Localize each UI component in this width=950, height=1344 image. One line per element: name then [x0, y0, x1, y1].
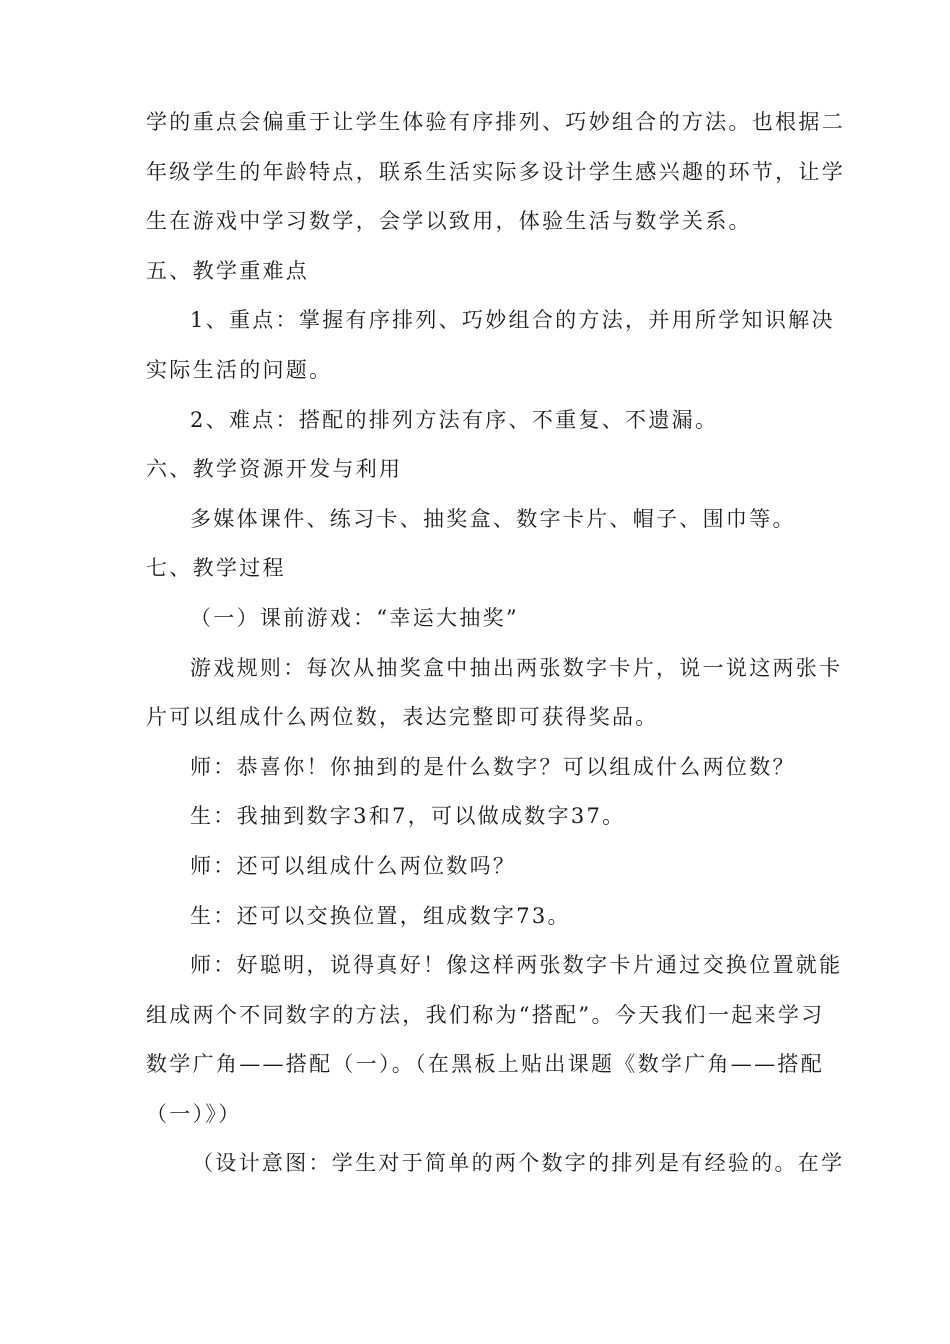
dialogue-line: 生：还可以交换位置，组成数字73。: [190, 903, 571, 928]
section-heading-6: 六、教学资源开发与利用: [146, 457, 403, 482]
paragraph-line: 组成两个不同数字的方法，我们称为“搭配”。今天我们一起来学习: [146, 1002, 825, 1027]
paragraph-line: 游戏规则：每次从抽奖盒中抽出两张数字卡片，说一说这两张卡: [190, 655, 843, 680]
dialogue-line: 生：我抽到数字3和7，可以做成数字37。: [190, 804, 626, 829]
dialogue-line: 师：还可以组成什么两位数吗？: [190, 853, 517, 878]
section-heading-7: 七、教学过程: [146, 556, 286, 581]
paragraph-line: 实际生活的问题。: [146, 357, 333, 382]
paragraph-line: （设计意图：学生对于简单的两个数字的排列是有经验的。在学: [192, 1151, 845, 1176]
paragraph-line: 学的重点会偏重于让学生体验有序排列、巧妙组合的方法。也根据二: [146, 110, 845, 134]
paragraph-line: （一）》）: [146, 1101, 242, 1126]
paragraph-line: 数学广角——搭配（一）。（在黑板上贴出课题《数学广角——搭配: [146, 1052, 824, 1077]
paragraph-line: 生在游戏中学习数学，会学以致用，体验生活与数学关系。: [146, 209, 752, 234]
paragraph-line: 2、难点：搭配的排列方法有序、不重复、不遗漏。: [190, 407, 719, 432]
document-body: [146, 98, 845, 1189]
dialogue-line: 师：好聪明，说得真好！像这样两张数字卡片通过交换位置就能: [190, 953, 843, 978]
paragraph-line: 年级学生的年龄特点，联系生活实际多设计学生感兴趣的环节，让学: [146, 159, 845, 184]
paragraph-line: 多媒体课件、练习卡、抽奖盒、数字卡片、帽子、围巾等。: [190, 506, 796, 531]
paragraph-line: 1、重点：掌握有序排列、巧妙组合的方法，并用所学知识解决: [190, 308, 835, 333]
paragraph-line: 片可以组成什么两位数，表达完整即可获得奖品。: [146, 705, 659, 730]
section-heading-5: 五、教学重难点: [146, 258, 310, 283]
subsection-heading: （一）课前游戏：“幸运大抽奖”: [190, 605, 519, 630]
dialogue-line: 师：恭喜你！你抽到的是什么数字？可以组成什么两位数？: [190, 754, 796, 779]
